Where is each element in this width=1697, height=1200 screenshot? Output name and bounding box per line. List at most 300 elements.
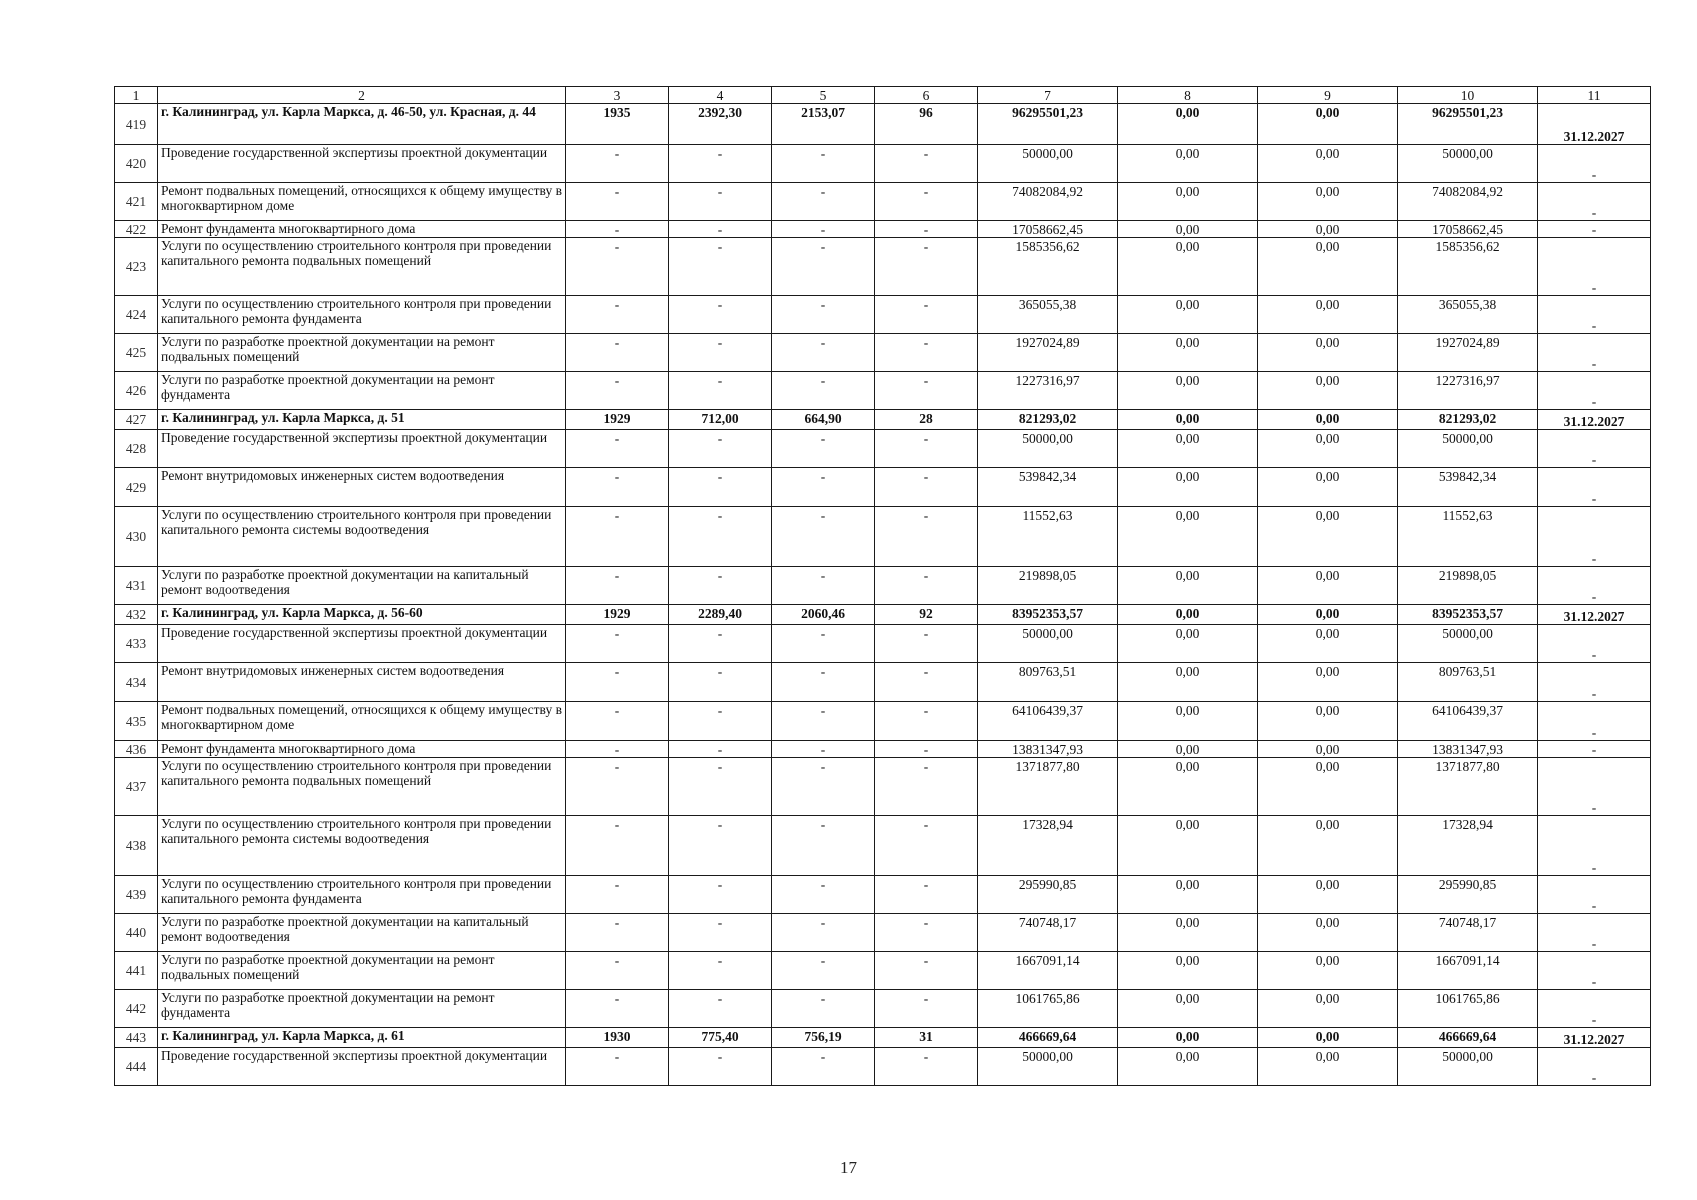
cell-col-8: 0,00 [1118, 221, 1258, 238]
cell-col-6: - [875, 990, 978, 1028]
cell-col-6: - [875, 296, 978, 334]
cell-col-7: 539842,34 [978, 468, 1118, 507]
cell-col-3: - [566, 145, 669, 183]
cell-col-3: - [566, 296, 669, 334]
cell-col-5: - [772, 334, 875, 372]
cell-col-3: - [566, 914, 669, 952]
cell-col-6: - [875, 221, 978, 238]
cell-col-8: 0,00 [1118, 625, 1258, 663]
work-row [115, 990, 1651, 1028]
cell-col-5: 2060,46 [772, 605, 875, 625]
cell-col-5: - [772, 741, 875, 758]
cell-col-9: 0,00 [1258, 741, 1398, 758]
item-name: Услуги по разработке проектной документации на ремонт подвальных помещений [158, 952, 566, 990]
cell-col-5: - [772, 663, 875, 702]
cell-col-3: - [566, 741, 669, 758]
cell-col-11: - [1538, 990, 1651, 1028]
cell-col-11: - [1538, 625, 1651, 663]
item-name: Ремонт внутридомовых инженерных систем водоотведения [158, 663, 566, 702]
cell-col-10: 1927024,89 [1398, 334, 1538, 372]
cell-col-11: - [1538, 1048, 1651, 1086]
row-number: 437 [115, 758, 158, 816]
cell-col-7: 1927024,89 [978, 334, 1118, 372]
cell-col-11: - [1538, 145, 1651, 183]
cell-col-10: 1061765,86 [1398, 990, 1538, 1028]
cell-col-8: 0,00 [1118, 663, 1258, 702]
work-row [115, 468, 1651, 507]
cell-col-5: - [772, 145, 875, 183]
cell-col-8: 0,00 [1118, 567, 1258, 605]
cell-col-10: 219898,05 [1398, 567, 1538, 605]
cell-col-6: - [875, 238, 978, 296]
work-row [115, 625, 1651, 663]
cell-col-10: 740748,17 [1398, 914, 1538, 952]
header-cell: 2 [158, 87, 566, 104]
cell-col-9: 0,00 [1258, 410, 1398, 430]
capital-repair-table [114, 86, 1651, 1086]
cell-col-4: - [669, 183, 772, 221]
row-number: 431 [115, 567, 158, 605]
cell-col-4: - [669, 145, 772, 183]
cell-col-6: - [875, 1048, 978, 1086]
cell-col-11: - [1538, 914, 1651, 952]
cell-col-5: - [772, 238, 875, 296]
cell-col-9: 0,00 [1258, 183, 1398, 221]
cell-col-11: - [1538, 507, 1651, 567]
cell-col-8: 0,00 [1118, 1048, 1258, 1086]
cell-col-3: 1930 [566, 1028, 669, 1048]
cell-col-9: 0,00 [1258, 296, 1398, 334]
cell-col-9: 0,00 [1258, 430, 1398, 468]
cell-col-4: - [669, 468, 772, 507]
row-number: 432 [115, 605, 158, 625]
cell-col-10: 539842,34 [1398, 468, 1538, 507]
cell-col-9: 0,00 [1258, 221, 1398, 238]
cell-col-11: - [1538, 876, 1651, 914]
cell-col-5: - [772, 221, 875, 238]
cell-col-8: 0,00 [1118, 702, 1258, 741]
cell-col-5: - [772, 816, 875, 876]
cell-col-3: - [566, 372, 669, 410]
cell-col-3: - [566, 183, 669, 221]
cell-col-11: - [1538, 372, 1651, 410]
item-name: г. Калининград, ул. Карла Маркса, д. 46-50, ул. Красная, д. 44 [158, 104, 566, 145]
cell-col-11: - [1538, 952, 1651, 990]
cell-col-9: 0,00 [1258, 567, 1398, 605]
page-number: 17 [840, 1158, 857, 1177]
cell-col-6: - [875, 914, 978, 952]
cell-col-3: - [566, 990, 669, 1028]
cell-col-10: 821293,02 [1398, 410, 1538, 430]
column-number-header-row [115, 87, 1651, 104]
cell-col-8: 0,00 [1118, 605, 1258, 625]
cell-col-9: 0,00 [1258, 990, 1398, 1028]
cell-col-6: - [875, 663, 978, 702]
cell-col-4: - [669, 507, 772, 567]
cell-col-10: 64106439,37 [1398, 702, 1538, 741]
cell-col-11: 31.12.2027 [1538, 1028, 1651, 1048]
cell-col-10: 50000,00 [1398, 145, 1538, 183]
cell-col-3: - [566, 758, 669, 816]
cell-col-8: 0,00 [1118, 741, 1258, 758]
cell-col-4: 2392,30 [669, 104, 772, 145]
cell-col-8: 0,00 [1118, 1028, 1258, 1048]
cell-col-7: 96295501,23 [978, 104, 1118, 145]
cell-col-3: - [566, 816, 669, 876]
item-name: Услуги по осуществлению строительного контроля при проведении капитального ремонта системы водоотведения [158, 816, 566, 876]
work-row [115, 296, 1651, 334]
cell-col-7: 1061765,86 [978, 990, 1118, 1028]
row-number: 425 [115, 334, 158, 372]
row-number: 421 [115, 183, 158, 221]
cell-col-10: 17058662,45 [1398, 221, 1538, 238]
cell-col-10: 13831347,93 [1398, 741, 1538, 758]
address-row [115, 605, 1651, 625]
cell-col-11: - [1538, 663, 1651, 702]
cell-col-7: 295990,85 [978, 876, 1118, 914]
work-row [115, 334, 1651, 372]
cell-col-10: 50000,00 [1398, 1048, 1538, 1086]
work-row [115, 952, 1651, 990]
cell-col-5: - [772, 758, 875, 816]
cell-col-5: - [772, 876, 875, 914]
cell-col-6: - [875, 741, 978, 758]
cell-col-5: 664,90 [772, 410, 875, 430]
address-row [115, 104, 1651, 145]
cell-col-6: - [875, 567, 978, 605]
item-name: Ремонт подвальных помещений, относящихся к общему имуществу в многоквартирном доме [158, 183, 566, 221]
header-cell: 6 [875, 87, 978, 104]
row-number: 434 [115, 663, 158, 702]
item-name: Ремонт внутридомовых инженерных систем водоотведения [158, 468, 566, 507]
header-cell: 11 [1538, 87, 1651, 104]
cell-col-11: - [1538, 296, 1651, 334]
cell-col-4: - [669, 221, 772, 238]
cell-col-5: - [772, 702, 875, 741]
cell-col-10: 809763,51 [1398, 663, 1538, 702]
work-row [115, 372, 1651, 410]
cell-col-4: - [669, 430, 772, 468]
cell-col-11: - [1538, 238, 1651, 296]
cell-col-10: 50000,00 [1398, 430, 1538, 468]
cell-col-9: 0,00 [1258, 1028, 1398, 1048]
row-number: 426 [115, 372, 158, 410]
cell-col-11: 31.12.2027 [1538, 104, 1651, 145]
cell-col-10: 365055,38 [1398, 296, 1538, 334]
cell-col-3: - [566, 221, 669, 238]
item-name: г. Калининград, ул. Карла Маркса, д. 56-60 [158, 605, 566, 625]
cell-col-8: 0,00 [1118, 952, 1258, 990]
cell-col-11: - [1538, 430, 1651, 468]
work-row [115, 876, 1651, 914]
row-number: 440 [115, 914, 158, 952]
cell-col-3: - [566, 625, 669, 663]
cell-col-6: 31 [875, 1028, 978, 1048]
item-name: Услуги по разработке проектной документации на ремонт фундамента [158, 372, 566, 410]
item-name: Проведение государственной экспертизы проектной документации [158, 1048, 566, 1086]
row-number: 429 [115, 468, 158, 507]
row-number: 424 [115, 296, 158, 334]
cell-col-9: 0,00 [1258, 758, 1398, 816]
cell-col-4: - [669, 663, 772, 702]
cell-col-9: 0,00 [1258, 238, 1398, 296]
cell-col-8: 0,00 [1118, 816, 1258, 876]
item-name: Услуги по осуществлению строительного контроля при проведении капитального ремонта системы водоотведения [158, 507, 566, 567]
cell-col-5: - [772, 990, 875, 1028]
cell-col-11: 31.12.2027 [1538, 410, 1651, 430]
cell-col-8: 0,00 [1118, 334, 1258, 372]
cell-col-4: - [669, 296, 772, 334]
row-number: 442 [115, 990, 158, 1028]
cell-col-9: 0,00 [1258, 1048, 1398, 1086]
cell-col-10: 1227316,97 [1398, 372, 1538, 410]
work-row [115, 741, 1651, 758]
cell-col-6: - [875, 758, 978, 816]
cell-col-8: 0,00 [1118, 238, 1258, 296]
cell-col-5: - [772, 1048, 875, 1086]
cell-col-7: 821293,02 [978, 410, 1118, 430]
cell-col-5: - [772, 567, 875, 605]
cell-col-4: - [669, 816, 772, 876]
cell-col-8: 0,00 [1118, 430, 1258, 468]
cell-col-9: 0,00 [1258, 507, 1398, 567]
row-number: 439 [115, 876, 158, 914]
cell-col-4: - [669, 334, 772, 372]
row-number: 444 [115, 1048, 158, 1086]
address-row [115, 410, 1651, 430]
header-cell: 4 [669, 87, 772, 104]
cell-col-8: 0,00 [1118, 876, 1258, 914]
cell-col-10: 1667091,14 [1398, 952, 1538, 990]
cell-col-4: - [669, 1048, 772, 1086]
cell-col-6: - [875, 625, 978, 663]
cell-col-6: - [875, 952, 978, 990]
cell-col-7: 219898,05 [978, 567, 1118, 605]
item-name: Услуги по разработке проектной документации на капитальный ремонт водоотведения [158, 914, 566, 952]
cell-col-4: - [669, 914, 772, 952]
header-cell: 7 [978, 87, 1118, 104]
cell-col-9: 0,00 [1258, 605, 1398, 625]
capital-repair-table-sheet [114, 86, 1650, 1086]
cell-col-9: 0,00 [1258, 702, 1398, 741]
cell-col-11: - [1538, 468, 1651, 507]
work-row [115, 183, 1651, 221]
cell-col-8: 0,00 [1118, 990, 1258, 1028]
cell-col-5: - [772, 296, 875, 334]
cell-col-6: - [875, 372, 978, 410]
row-number: 427 [115, 410, 158, 430]
cell-col-6: - [875, 507, 978, 567]
header-cell: 3 [566, 87, 669, 104]
cell-col-6: - [875, 183, 978, 221]
item-name: Услуги по осуществлению строительного контроля при проведении капитального ремонта подвальных помещений [158, 758, 566, 816]
work-row [115, 567, 1651, 605]
cell-col-4: - [669, 567, 772, 605]
cell-col-11: - [1538, 334, 1651, 372]
header-cell: 9 [1258, 87, 1398, 104]
cell-col-7: 17328,94 [978, 816, 1118, 876]
cell-col-8: 0,00 [1118, 507, 1258, 567]
item-name: Проведение государственной экспертизы проектной документации [158, 430, 566, 468]
cell-col-3: - [566, 702, 669, 741]
header-cell: 10 [1398, 87, 1538, 104]
cell-col-8: 0,00 [1118, 410, 1258, 430]
cell-col-4: - [669, 625, 772, 663]
item-name: Услуги по осуществлению строительного контроля при проведении капитального ремонта фундамента [158, 876, 566, 914]
cell-col-7: 74082084,92 [978, 183, 1118, 221]
cell-col-10: 11552,63 [1398, 507, 1538, 567]
cell-col-7: 365055,38 [978, 296, 1118, 334]
cell-col-9: 0,00 [1258, 372, 1398, 410]
cell-col-7: 13831347,93 [978, 741, 1118, 758]
cell-col-3: - [566, 876, 669, 914]
cell-col-10: 83952353,57 [1398, 605, 1538, 625]
cell-col-10: 1585356,62 [1398, 238, 1538, 296]
cell-col-11: 31.12.2027 [1538, 605, 1651, 625]
cell-col-3: - [566, 567, 669, 605]
item-name: Услуги по осуществлению строительного контроля при проведении капитального ремонта подвальных помещений [158, 238, 566, 296]
cell-col-10: 466669,64 [1398, 1028, 1538, 1048]
cell-col-9: 0,00 [1258, 104, 1398, 145]
header-cell: 1 [115, 87, 158, 104]
cell-col-3: - [566, 1048, 669, 1086]
cell-col-10: 17328,94 [1398, 816, 1538, 876]
cell-col-9: 0,00 [1258, 914, 1398, 952]
cell-col-9: 0,00 [1258, 663, 1398, 702]
cell-col-6: - [875, 702, 978, 741]
cell-col-3: - [566, 334, 669, 372]
cell-col-9: 0,00 [1258, 816, 1398, 876]
cell-col-6: 28 [875, 410, 978, 430]
cell-col-5: - [772, 625, 875, 663]
item-name: Услуги по разработке проектной документации на ремонт фундамента [158, 990, 566, 1028]
cell-col-7: 809763,51 [978, 663, 1118, 702]
cell-col-8: 0,00 [1118, 183, 1258, 221]
cell-col-10: 50000,00 [1398, 625, 1538, 663]
cell-col-5: - [772, 183, 875, 221]
cell-col-6: - [875, 430, 978, 468]
item-name: Услуги по разработке проектной документации на ремонт подвальных помещений [158, 334, 566, 372]
work-row [115, 816, 1651, 876]
cell-col-6: - [875, 876, 978, 914]
row-number: 435 [115, 702, 158, 741]
cell-col-7: 50000,00 [978, 1048, 1118, 1086]
cell-col-10: 74082084,92 [1398, 183, 1538, 221]
cell-col-4: - [669, 372, 772, 410]
cell-col-7: 50000,00 [978, 430, 1118, 468]
cell-col-7: 466669,64 [978, 1028, 1118, 1048]
cell-col-4: - [669, 876, 772, 914]
cell-col-4: - [669, 238, 772, 296]
cell-col-7: 17058662,45 [978, 221, 1118, 238]
item-name: Услуги по разработке проектной документации на капитальный ремонт водоотведения [158, 567, 566, 605]
work-row [115, 758, 1651, 816]
cell-col-9: 0,00 [1258, 334, 1398, 372]
cell-col-4: - [669, 741, 772, 758]
cell-col-11: - [1538, 183, 1651, 221]
cell-col-3: 1935 [566, 104, 669, 145]
row-number: 433 [115, 625, 158, 663]
cell-col-6: - [875, 468, 978, 507]
cell-col-5: - [772, 468, 875, 507]
cell-col-3: - [566, 663, 669, 702]
cell-col-7: 1667091,14 [978, 952, 1118, 990]
cell-col-5: - [772, 430, 875, 468]
cell-col-8: 0,00 [1118, 296, 1258, 334]
item-name: Проведение государственной экспертизы проектной документации [158, 625, 566, 663]
cell-col-5: - [772, 372, 875, 410]
cell-col-11: - [1538, 741, 1651, 758]
header-cell: 5 [772, 87, 875, 104]
cell-col-4: 2289,40 [669, 605, 772, 625]
address-row [115, 1028, 1651, 1048]
item-name: Услуги по осуществлению строительного контроля при проведении капитального ремонта фундамента [158, 296, 566, 334]
cell-col-8: 0,00 [1118, 758, 1258, 816]
cell-col-9: 0,00 [1258, 876, 1398, 914]
cell-col-8: 0,00 [1118, 145, 1258, 183]
row-number: 420 [115, 145, 158, 183]
row-number: 430 [115, 507, 158, 567]
cell-col-7: 1227316,97 [978, 372, 1118, 410]
cell-col-7: 50000,00 [978, 625, 1118, 663]
item-name: Ремонт фундамента многоквартирного дома [158, 741, 566, 758]
cell-col-7: 64106439,37 [978, 702, 1118, 741]
cell-col-5: 756,19 [772, 1028, 875, 1048]
cell-col-6: - [875, 334, 978, 372]
cell-col-3: - [566, 238, 669, 296]
cell-col-3: - [566, 468, 669, 507]
cell-col-6: 92 [875, 605, 978, 625]
cell-col-9: 0,00 [1258, 625, 1398, 663]
row-number: 428 [115, 430, 158, 468]
cell-col-5: 2153,07 [772, 104, 875, 145]
cell-col-3: - [566, 952, 669, 990]
row-number: 443 [115, 1028, 158, 1048]
cell-col-4: 712,00 [669, 410, 772, 430]
cell-col-11: - [1538, 702, 1651, 741]
cell-col-7: 740748,17 [978, 914, 1118, 952]
row-number: 422 [115, 221, 158, 238]
cell-col-10: 295990,85 [1398, 876, 1538, 914]
item-name: Ремонт фундамента многоквартирного дома [158, 221, 566, 238]
cell-col-7: 1371877,80 [978, 758, 1118, 816]
cell-col-7: 1585356,62 [978, 238, 1118, 296]
cell-col-5: - [772, 507, 875, 567]
cell-col-11: - [1538, 816, 1651, 876]
cell-col-3: 1929 [566, 410, 669, 430]
work-row [115, 507, 1651, 567]
cell-col-7: 83952353,57 [978, 605, 1118, 625]
header-cell: 8 [1118, 87, 1258, 104]
cell-col-10: 1371877,80 [1398, 758, 1538, 816]
item-name: Проведение государственной экспертизы проектной документации [158, 145, 566, 183]
cell-col-4: - [669, 702, 772, 741]
work-row [115, 663, 1651, 702]
cell-col-6: - [875, 816, 978, 876]
item-name: г. Калининград, ул. Карла Маркса, д. 61 [158, 1028, 566, 1048]
cell-col-9: 0,00 [1258, 145, 1398, 183]
work-row [115, 1048, 1651, 1086]
cell-col-10: 96295501,23 [1398, 104, 1538, 145]
cell-col-5: - [772, 952, 875, 990]
row-number: 436 [115, 741, 158, 758]
item-name: Ремонт подвальных помещений, относящихся к общему имуществу в многоквартирном доме [158, 702, 566, 741]
cell-col-4: - [669, 990, 772, 1028]
cell-col-8: 0,00 [1118, 372, 1258, 410]
work-row [115, 702, 1651, 741]
work-row [115, 914, 1651, 952]
cell-col-4: - [669, 758, 772, 816]
